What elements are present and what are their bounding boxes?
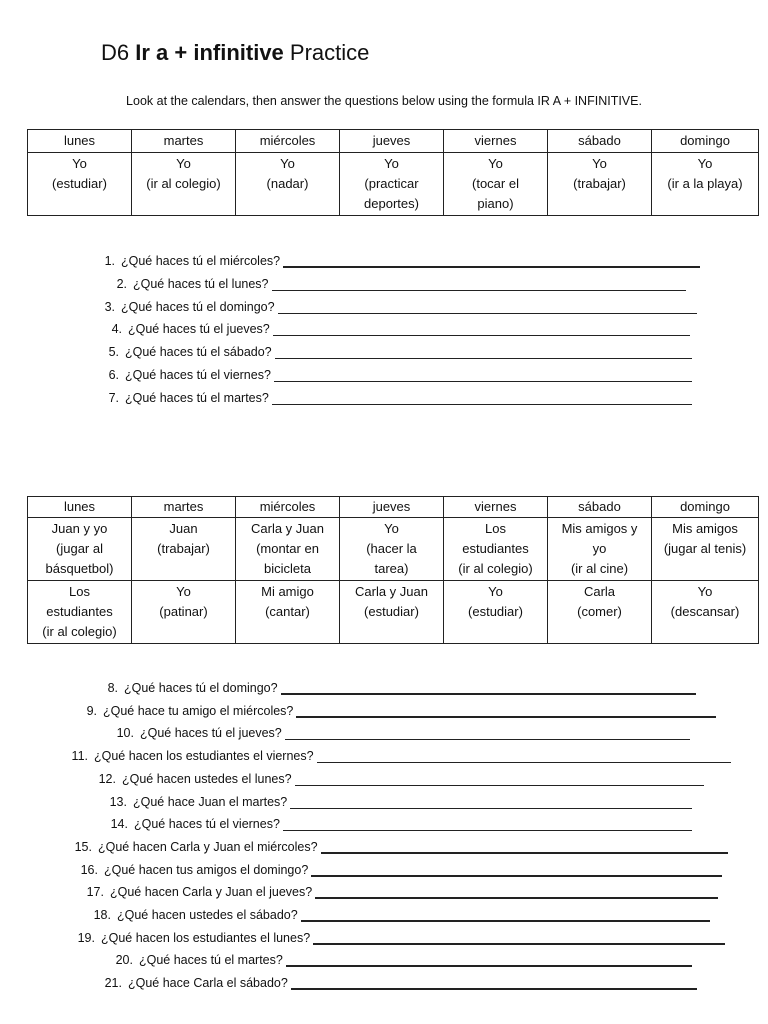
question-text: ¿Qué hacen tus amigos el domingo? <box>104 862 309 877</box>
question-number: 14. <box>110 817 128 832</box>
question-text: ¿Qué hacen ustedes el sábado? <box>117 908 298 922</box>
cell-line: Yo <box>592 156 607 171</box>
cell-line: estudiantes <box>462 541 529 556</box>
question-number: 3. <box>104 299 115 314</box>
question <box>88 318 690 336</box>
calendar-cell <box>28 153 132 216</box>
question-number: 9. <box>86 703 97 718</box>
answer-line[interactable] <box>281 680 696 695</box>
answer-line[interactable] <box>283 253 700 268</box>
question <box>63 700 716 718</box>
cell-line: (ir a la playa) <box>667 176 743 191</box>
answer-line[interactable] <box>275 345 692 359</box>
calendar-cell <box>652 518 759 581</box>
answer-line[interactable] <box>296 703 716 718</box>
day-header: lunes <box>28 497 132 518</box>
question-number: 1. <box>104 254 115 268</box>
question-number: 8. <box>107 681 118 695</box>
cell-line: Juan <box>169 521 198 536</box>
cell-line: (estudiar) <box>52 176 107 191</box>
cell-line: Yo <box>72 156 87 171</box>
answer-line[interactable] <box>290 795 692 809</box>
question <box>82 768 704 786</box>
calendar-2-row-2 <box>28 581 759 644</box>
question <box>85 364 692 382</box>
cell-line: (hacer la <box>366 541 417 556</box>
question-text: ¿Qué haces tú el domingo? <box>124 681 278 695</box>
cell-line: estudiantes <box>46 604 113 619</box>
question-text: ¿Qué hace tu amigo el miércoles? <box>103 703 294 718</box>
question <box>61 927 725 945</box>
cell-line: (ir al cine) <box>570 561 629 576</box>
answer-line[interactable] <box>272 391 692 405</box>
answer-line[interactable] <box>301 907 710 922</box>
answer-line[interactable] <box>286 952 692 967</box>
question <box>93 273 686 291</box>
calendar-2 <box>27 496 759 644</box>
cell-line: Mis amigos y <box>561 521 638 536</box>
answer-line[interactable] <box>283 817 692 831</box>
question-text: ¿Qué haces tú el jueves? <box>128 322 270 337</box>
answer-line[interactable] <box>272 277 687 291</box>
question-text: ¿Qué haces tú el martes? <box>139 953 283 968</box>
answer-line[interactable] <box>273 322 690 336</box>
question-number: 6. <box>108 368 119 382</box>
cell-line: (practicar <box>364 176 419 191</box>
cell-line: Yo <box>697 584 713 599</box>
calendar-1-header-row <box>28 130 759 153</box>
question-number: 5. <box>108 345 119 360</box>
question-number: 18. <box>93 908 111 922</box>
cell-line: (tocar el <box>472 176 519 191</box>
calendar-cell <box>652 153 759 216</box>
question-text: ¿Qué hacen los estudiantes el viernes? <box>94 749 314 764</box>
question <box>99 949 692 967</box>
question-number: 17. <box>86 885 104 900</box>
instructions: Look at the calendars, then answer the questions below using the formula IR A + INFINITIVE. <box>126 94 642 108</box>
question-text: ¿Qué haces tú el viernes? <box>125 368 271 382</box>
question-text: ¿Qué haces tú el jueves? <box>140 726 282 741</box>
question-text: ¿Qué hace Carla el sábado? <box>128 976 288 991</box>
cell-line: Mi amigo <box>261 584 314 599</box>
cell-line: Yo <box>280 156 295 171</box>
calendar-cell <box>132 581 236 644</box>
cell-line: (montar en <box>256 541 319 556</box>
cell-line: Yo <box>176 156 191 171</box>
calendar-cell <box>340 518 444 581</box>
answer-line[interactable] <box>321 839 728 854</box>
cell-line: Carla <box>583 584 616 599</box>
question <box>85 387 692 405</box>
cell-line: Yo <box>176 584 191 599</box>
day-header: viernes <box>444 130 548 153</box>
question-text: ¿Qué hacen ustedes el lunes? <box>122 771 292 786</box>
question-number: 7. <box>108 390 119 405</box>
day-header: domingo <box>652 497 759 518</box>
question-number: 2. <box>116 276 127 291</box>
cell-line: deportes) <box>364 196 419 211</box>
question-text: ¿Qué haces tú el lunes? <box>133 276 269 291</box>
calendar-cell <box>548 581 652 644</box>
cell-line: Mis amigos <box>672 521 738 536</box>
day-header: jueves <box>340 130 444 153</box>
calendar-cell <box>236 581 340 644</box>
day-header: lunes <box>28 130 132 153</box>
title-prefix: D6 <box>101 40 136 65</box>
calendar-cell <box>132 153 236 216</box>
cell-line: (ir al colegio) <box>42 624 117 639</box>
calendar-2-row-1 <box>28 518 759 581</box>
answer-line[interactable] <box>315 884 718 899</box>
calendar-cell <box>340 153 444 216</box>
cell-line: (trabajar) <box>573 176 626 191</box>
cell-line: Juan y yo <box>51 521 108 536</box>
calendar-1-row <box>28 153 759 216</box>
cell-line: Yo <box>384 156 399 171</box>
day-header: domingo <box>652 130 759 153</box>
day-header: miércoles <box>236 497 340 518</box>
question-text: ¿Qué hacen Carla y Juan el miércoles? <box>98 839 318 854</box>
title-bold: Ir a + infinitive <box>135 40 284 65</box>
question-text: ¿Qué haces tú el miércoles? <box>121 254 281 268</box>
cell-line: Carla y Juan <box>355 584 428 599</box>
question <box>77 904 710 922</box>
question <box>93 791 692 809</box>
calendar-cell <box>28 581 132 644</box>
cell-line: Yo <box>384 521 399 536</box>
answer-line[interactable] <box>313 930 725 945</box>
question <box>58 836 728 854</box>
cell-line: Los <box>69 584 90 599</box>
question-number: 11. <box>71 749 88 764</box>
cell-line: yo <box>592 541 607 556</box>
cell-line: (ir al colegio) <box>146 176 221 191</box>
question <box>88 972 697 990</box>
calendar-cell <box>236 153 340 216</box>
question <box>81 296 697 314</box>
question <box>84 677 696 695</box>
cell-line: básquetbol) <box>45 561 114 576</box>
answer-line[interactable] <box>274 368 692 382</box>
answer-line[interactable] <box>311 862 722 877</box>
calendar-cell <box>444 518 548 581</box>
cell-line: (trabajar) <box>157 541 210 556</box>
question-text: ¿Qué hace Juan el martes? <box>133 794 288 809</box>
title-suffix: Practice <box>283 40 370 65</box>
cell-line: (descansar) <box>670 604 740 619</box>
question <box>94 813 692 831</box>
cell-line: (patinar) <box>159 604 208 619</box>
question-number: 4. <box>111 322 122 337</box>
question-text: ¿Qué haces tú el martes? <box>125 390 269 405</box>
question <box>81 250 700 268</box>
cell-line: Yo <box>488 584 503 599</box>
day-header: sábado <box>548 130 652 153</box>
day-header: martes <box>132 130 236 153</box>
question-number: 21. <box>104 976 122 991</box>
calendar-cell <box>548 518 652 581</box>
cell-line: (cantar) <box>265 604 310 619</box>
answer-line[interactable] <box>278 300 697 314</box>
cell-line: (comer) <box>577 604 622 619</box>
cell-line: (jugar al tenis) <box>663 541 747 556</box>
cell-line: tarea) <box>374 561 409 576</box>
cell-line: (jugar al <box>56 541 103 556</box>
question <box>54 745 731 763</box>
answer-line[interactable] <box>285 726 690 740</box>
question-text: ¿Qué hacen los estudiantes el lunes? <box>101 930 311 945</box>
answer-line[interactable] <box>295 772 704 786</box>
day-header: sábado <box>548 497 652 518</box>
question-number: 10. <box>116 726 134 741</box>
question-text: ¿Qué hacen Carla y Juan el jueves? <box>110 885 313 900</box>
question <box>70 881 718 899</box>
calendar-cell <box>444 153 548 216</box>
cell-line: (nadar) <box>266 176 309 191</box>
calendar-cell <box>652 581 759 644</box>
answer-line[interactable] <box>317 749 731 763</box>
question-text: ¿Qué haces tú el sábado? <box>125 345 272 360</box>
calendar-cell <box>548 153 652 216</box>
calendar-cell <box>340 581 444 644</box>
day-header: martes <box>132 497 236 518</box>
question-text: ¿Qué haces tú el domingo? <box>121 299 275 314</box>
cell-line: Carla y Juan <box>251 521 324 536</box>
cell-line: piano) <box>477 196 514 211</box>
page-title <box>101 40 369 66</box>
day-header: jueves <box>340 497 444 518</box>
cell-line: Yo <box>697 156 713 171</box>
calendar-cell <box>28 518 132 581</box>
calendar-cell <box>444 581 548 644</box>
cell-line: (estudiar) <box>364 604 419 619</box>
question-text: ¿Qué haces tú el viernes? <box>134 817 280 832</box>
question-number: 20. <box>115 953 133 968</box>
question-number: 12. <box>98 771 116 786</box>
question <box>100 722 690 740</box>
question-number: 16. <box>80 862 98 877</box>
day-header: miércoles <box>236 130 340 153</box>
calendar-cell <box>132 518 236 581</box>
question-number: 19. <box>77 930 95 945</box>
calendar-2-header-row <box>28 497 759 518</box>
day-header: viernes <box>444 497 548 518</box>
question-number: 13. <box>109 794 127 809</box>
calendar-cell <box>236 518 340 581</box>
cell-line: (estudiar) <box>468 604 523 619</box>
question <box>64 859 722 877</box>
answer-line[interactable] <box>291 975 697 990</box>
calendar-1 <box>27 129 759 216</box>
cell-line: (ir al colegio) <box>458 561 533 576</box>
cell-line: Los <box>485 521 506 536</box>
cell-line: Yo <box>488 156 503 171</box>
cell-line: bicicleta <box>264 561 311 576</box>
question <box>85 341 692 359</box>
question-number: 15. <box>74 839 92 854</box>
